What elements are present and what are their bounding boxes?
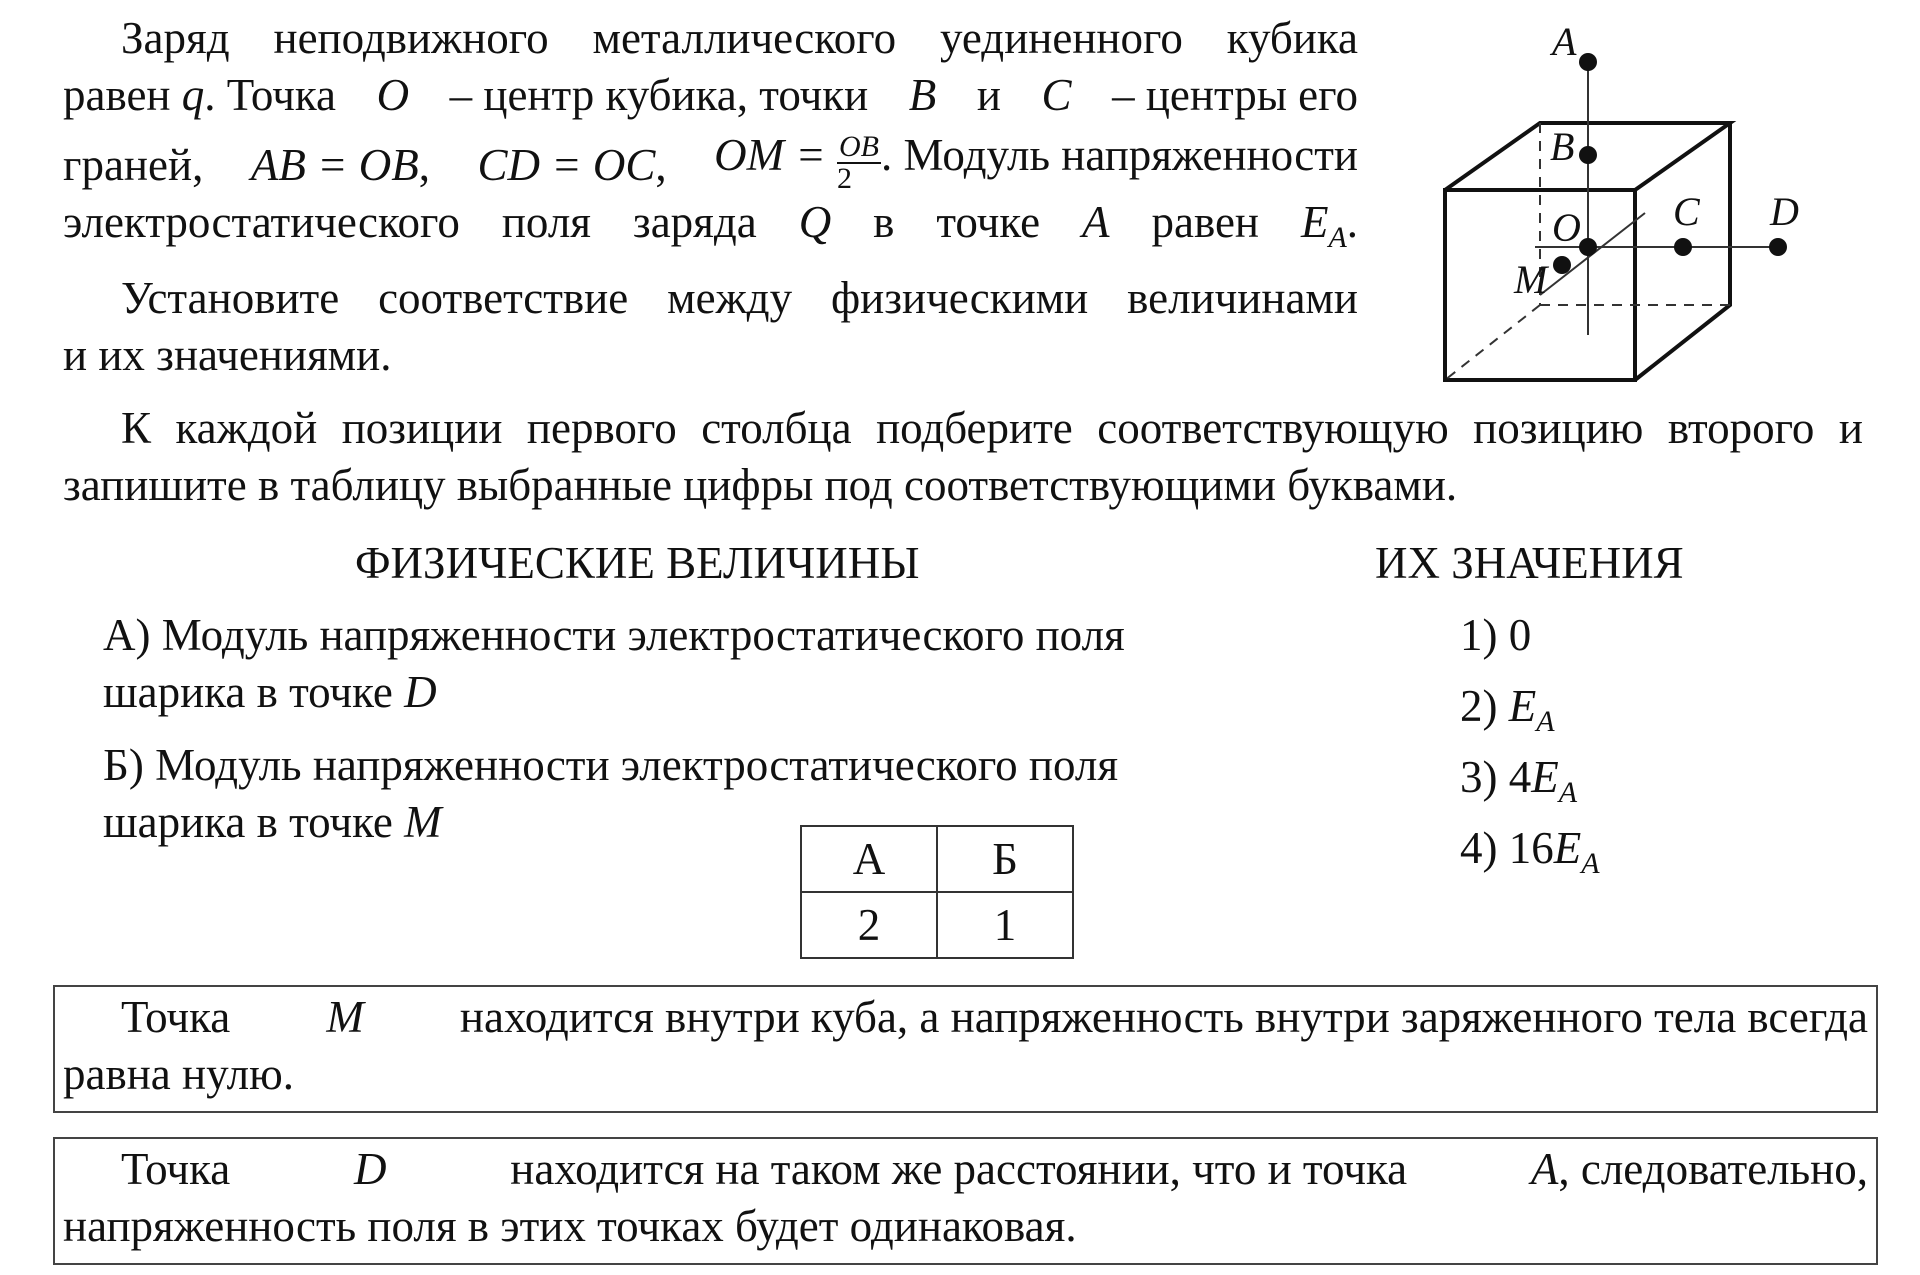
cube-hidden-edge-diagonal [1445,305,1540,380]
value-option-1: 1) 0 [1460,610,1532,660]
point-c-dot [1674,238,1692,256]
instruction-line-1: Установите соответствие между физическими величинами [121,273,1358,323]
task-line-2: запишите в таблицу выбранные цифры под соответствующими буквами. [63,460,1458,510]
answer-table-value-row [801,892,1073,958]
label-c: C [1673,189,1700,234]
cube-figure [1430,15,1810,390]
point-o-dot [1579,238,1597,256]
label-a: A [1552,19,1577,64]
problem-line-1: Заряд неподвижного металлического уединенного кубика [121,13,1358,63]
answer-value-a: 2 [801,892,937,958]
label-m: M [1514,257,1548,302]
problem-paragraph-2 [63,270,1358,384]
field-ea: E [1300,197,1329,247]
point-a: A [1082,197,1110,247]
equation-ab-ob: AB = OB [250,140,419,190]
equation-cd-oc: CD = OC [477,140,656,190]
problem-line-3: граней, AB = OB, CD = OC, OM = $\frac{OB}{2}$ . Модуль напряженности [63,130,1358,195]
task-line-1: К каждой позиции первого столбца подберите соответствующую позицию второго и [121,403,1863,453]
point-a-dot [1579,53,1597,71]
label-b: B [1550,124,1575,169]
charge-q: q [181,70,205,120]
problem-line-2: равен q. Точка O – центр кубика, точки B и C – центры его [63,67,1358,124]
explanation-box-2: Точка D находится на таком же расстоянии, что и точка A, следовательно, напряженность поля в этих точках будет одинаковая. [53,1137,1878,1265]
quantity-a: А) Модуль напряженности электростатического поля шарика в точке D [103,610,1125,717]
point-b: B [908,70,937,120]
fraction-ob-2: $\frac{OB}{2}$ [837,130,879,195]
value-option-3: 3) $4E_A$ [1460,752,1578,809]
label-o: O [1552,205,1581,250]
value-option-2: 2) $E_A$ [1460,681,1555,738]
quantities-header: ФИЗИЧЕСКИЕ ВЕЛИЧИНЫ [355,538,920,588]
charge-Q: Q [798,197,832,247]
equation-om: OM = [714,130,826,180]
answer-header-b: Б [937,826,1073,892]
quantity-b: Б) Модуль напряженности электростатического поля шарика в точке M [103,740,1119,847]
problem-paragraph-1 [63,10,1358,256]
problem-paragraph-3 [63,400,1863,514]
point-o: O [376,70,410,120]
explanation-box-1: Точка M находится внутри куба, а напряженность внутри заряженного тела всегда равна нулю. [53,985,1878,1113]
answer-value-b: 1 [937,892,1073,958]
value-option-4: 4) $16E_A$ [1460,823,1600,880]
point-m-dot [1553,256,1571,274]
instruction-line-2: и их значениями. [63,330,392,380]
answer-header-a: А [801,826,937,892]
problem-line-4: электростатического поля заряда Q в точке A равен $E_A$. [63,197,1359,254]
point-b-dot [1579,146,1597,164]
point-c: C [1041,70,1072,120]
point-d-dot [1769,238,1787,256]
label-d: D [1770,189,1799,234]
answer-table [800,825,1074,959]
answer-table-header-row [801,826,1073,892]
values-header: ИХ ЗНАЧЕНИЯ [1375,538,1684,588]
